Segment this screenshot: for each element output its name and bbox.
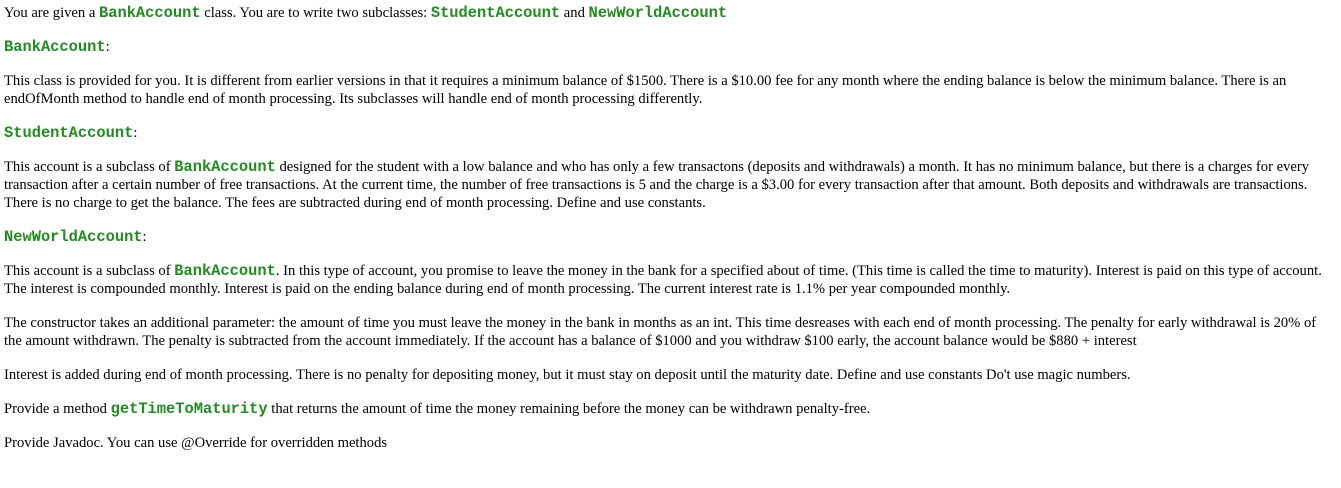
newworldaccount-text-2: . In this type of account, you promise to leave the money in the bank for a specified about of time. (This time is called the time to maturity). Interest is paid on this type of account. The interest is compounded monthly. Interest is paid on the ending balance during end of month processing. The current interest rate is 1.1% per year compounded monthly. <box>4 263 1322 297</box>
studentaccount-heading-name: StudentAccount <box>4 124 134 142</box>
studentaccount-description <box>4 158 1337 212</box>
method-text-1: Provide a method <box>4 401 111 417</box>
bankaccount-description: This class is provided for you. It is different from earlier versions in that it requires a minimum balance of $1500. There is a $10.00 fee for any month where the ending balance is below the minimum balance. There is an endOfMonth method to handle end of month processing. Its subclasses will handle end of month processing differently. <box>4 73 1287 107</box>
studentaccount-text-2: designed for the student with a low balance and who has only a few transactons (deposits and withdrawals) a month. It has no minimum balance, but there is a charges for every transaction after a certain number of free transactions. At the current time, the number of free transactions is 5 and the charge is a $3.00 for every transaction after that amount. Both deposits and withdrawals are transactions. There is no charge to get the balance. The fees are subtracted during end of month processing. Define and use constants. <box>4 159 1310 211</box>
intro-text-3: and <box>560 5 589 21</box>
method-paragraph <box>4 400 1337 418</box>
studentaccount-text-1: This account is a subclass of <box>4 159 175 175</box>
newworldaccount-heading <box>4 228 1337 246</box>
constructor-paragraph: The constructor takes an additional parameter: the amount of time you must leave the money in the bank in months as an int. This time desreases with each end of month processing. The penalty for early withdrawal is 20% of the amount withdrawn. The penalty is subtracted from the account immediately. If the account has a balance of $1000 and you withdraw $100 early, the account balance would be $880 + interest <box>4 315 1317 349</box>
studentaccount-heading-colon: : <box>133 125 138 141</box>
newworldaccount-class-name: NewWorldAccount <box>588 4 728 22</box>
bankaccount-heading-colon: : <box>105 39 110 55</box>
newworldaccount-heading-colon: : <box>142 229 147 245</box>
interest-paragraph: Interest is added during end of month processing. There is no penalty for depositing money, but it must stay on deposit until the maturity date. Define and use constants Do't use magic numbers. <box>4 367 1131 383</box>
bankaccount-heading <box>4 38 1337 56</box>
intro-paragraph <box>4 4 1337 22</box>
bankaccount-heading-name: BankAccount <box>4 38 106 56</box>
studentaccount-class-name: StudentAccount <box>430 4 561 22</box>
newworldaccount-text-1: This account is a subclass of <box>4 263 175 279</box>
bankaccount-class-name: BankAccount <box>98 4 201 22</box>
intro-text-1: You are given a <box>4 5 99 21</box>
studentaccount-heading <box>4 124 1337 142</box>
gettimetomaturity-method-name: getTimeToMaturity <box>110 400 268 418</box>
newworldaccount-superclass-name: BankAccount <box>174 262 276 280</box>
javadoc-paragraph: Provide Javadoc. You can use @Override for overridden methods <box>4 435 388 451</box>
newworldaccount-heading-name: NewWorldAccount <box>4 228 143 246</box>
studentaccount-superclass-name: BankAccount <box>174 158 276 176</box>
intro-text-2: class. You are to write two subclasses: <box>200 5 431 21</box>
method-text-2: that returns the amount of time the money remaining before the money can be withdrawn penalty-free. <box>267 401 871 417</box>
newworldaccount-description <box>4 262 1337 298</box>
